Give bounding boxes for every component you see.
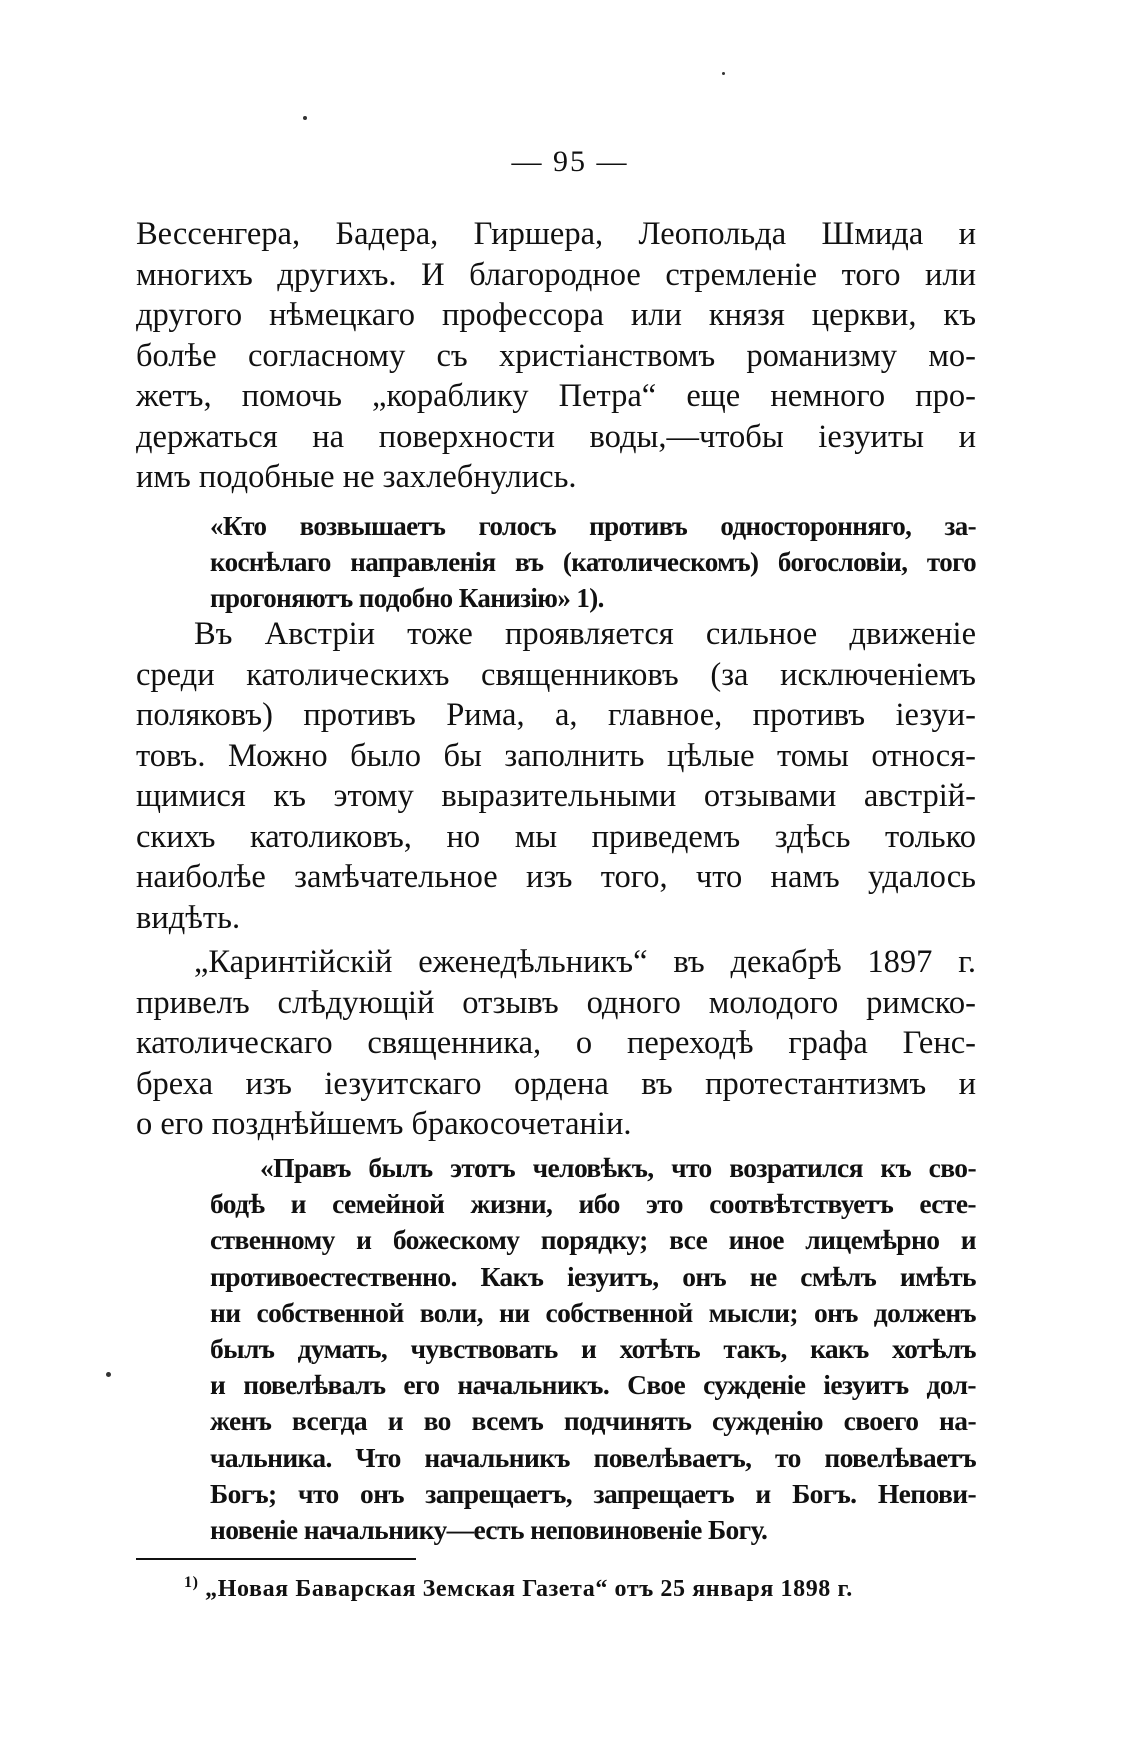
paragraph-3 bbox=[136, 942, 976, 1145]
paragraph-line: держаться на поверхности воды,—чтобы іезуиты и bbox=[136, 418, 976, 455]
paragraph-line: жетъ, помочь „кораблику Петра“ еще немного про- bbox=[136, 378, 976, 414]
paragraph-line: видѣть. bbox=[136, 899, 241, 936]
footnote-text: „Новая Баварская Земская Газета“ отъ 25 января 1898 г. bbox=[205, 1576, 853, 1602]
paragraph-line: товъ. Можно было бы заполнить цѣлые томы относя- bbox=[136, 737, 976, 774]
paragraph-2 bbox=[136, 614, 976, 938]
quote-line: ни собственной воли, ни собственной мысли; онъ долженъ bbox=[210, 1296, 976, 1328]
paragraph-line: поляковъ) противъ Рима, а, главное, противъ іезуи- bbox=[136, 697, 976, 733]
paragraph-line: привелъ слѣдующій отзывъ одного молодого римско- bbox=[136, 984, 976, 1021]
quote-line: и повелѣвалъ его начальникъ. Свое сужденіе іезуитъ дол- bbox=[210, 1369, 976, 1401]
paragraph-line: другого нѣмецкаго профессора или князя церкви, къ bbox=[136, 297, 976, 333]
quote-line: прогоняютъ подобно Канизію» 1). bbox=[210, 583, 604, 613]
quote-line: чальника. Что начальникъ повелѣваетъ, то повелѣваетъ bbox=[210, 1441, 976, 1473]
quote-line: былъ думать, чувствовать и хотѣть такъ, какъ хотѣлъ bbox=[210, 1333, 976, 1365]
paragraph-line: скихъ католиковъ, но мы приведемъ здѣсь только bbox=[136, 818, 976, 855]
paragraph-line: Вессенгера, Бадера, Гиршера, Леопольда Шмида и bbox=[136, 216, 976, 252]
page-number: — 95 — bbox=[511, 145, 629, 178]
paragraph-line: среди католическихъ священниковъ (за исключеніемъ bbox=[136, 656, 976, 693]
paragraph-line: болѣе согласному съ христіанствомъ романизму мо- bbox=[136, 337, 976, 374]
scan-speck bbox=[106, 1372, 111, 1377]
quote-line: бодѣ и семейной жизни, ибо это соотвѣтствуетъ есте- bbox=[210, 1188, 976, 1220]
quote-line: женъ всегда и во всемъ подчинять сужденію своего на- bbox=[210, 1405, 976, 1437]
quote-line: ственному и божескому порядку; все иное лицемѣрно и bbox=[210, 1224, 976, 1256]
quote-line: новеніе начальнику—есть неповиновеніе Богу. bbox=[210, 1514, 768, 1546]
paragraph-1 bbox=[136, 214, 976, 498]
footnote-rule bbox=[136, 1558, 416, 1560]
quote-line: противоестественно. Какъ іезуитъ, онъ не смѣлъ имѣть bbox=[210, 1260, 976, 1292]
paragraph-line: многихъ другихъ. И благородное стремленіе того или bbox=[136, 256, 976, 293]
scan-speck bbox=[722, 72, 725, 75]
quote-1 bbox=[210, 508, 976, 616]
quote-line: «Кто возвышаетъ голосъ противъ односторонняго, за- bbox=[210, 511, 976, 541]
quote-line: Богъ; что онъ запрещаетъ, запрещаетъ и Богъ. Непови- bbox=[210, 1477, 976, 1509]
paragraph-line: наиболѣе замѣчательное изъ того, что намъ удалось bbox=[136, 859, 976, 895]
paragraph-line: Въ Австріи тоже проявляется сильное движеніе bbox=[194, 616, 976, 652]
paragraph-line: „Каринтійскій еженедѣльникъ“ въ декабрѣ 1897 г. bbox=[194, 944, 976, 980]
footnote bbox=[184, 1576, 853, 1603]
quote-2 bbox=[210, 1150, 976, 1548]
scan-speck bbox=[303, 116, 307, 120]
footnote-marker: 1) bbox=[184, 1574, 199, 1591]
paragraph-line: бреха изъ іезуитскаго ордена въ протестантизмъ и bbox=[136, 1065, 976, 1102]
paragraph-line: католическаго священника, о переходѣ графа Генс- bbox=[136, 1025, 976, 1061]
paragraph-line: имъ подобные не захлебнулись. bbox=[136, 459, 577, 495]
quote-line: «Правъ былъ этотъ человѣкъ, что возратился къ сво- bbox=[260, 1152, 976, 1183]
quote-line: коснѣлаго направленія въ (католическомъ) богословіи, того bbox=[210, 547, 976, 577]
paragraph-line: щимися къ этому выразительными отзывами австрій- bbox=[136, 778, 976, 814]
paragraph-line: о его позднѣйшемъ бракосочетаніи. bbox=[136, 1106, 632, 1142]
